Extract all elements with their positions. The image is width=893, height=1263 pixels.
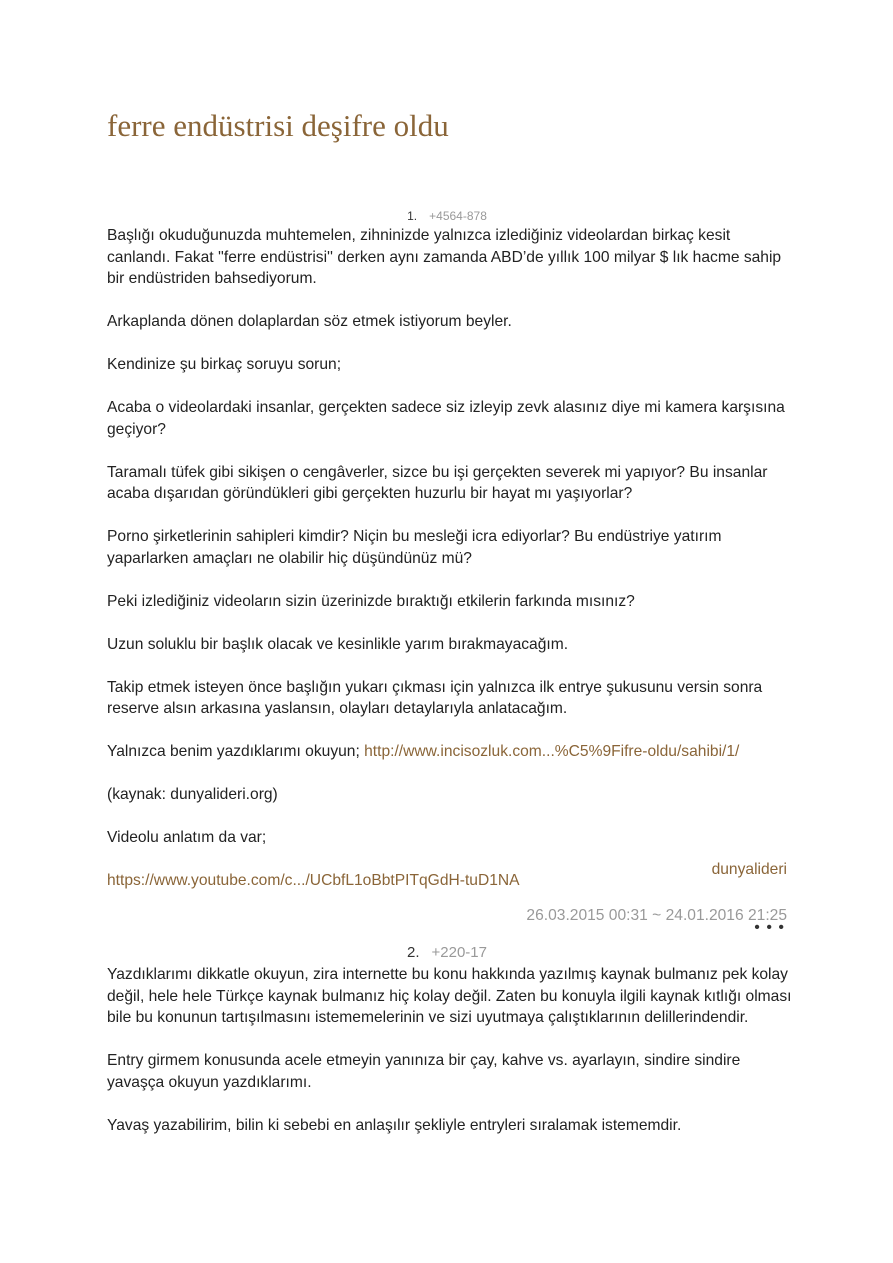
entry-date[interactable]: 26.03.2015 00:31 ~ 24.01.2016 21:25 [526,907,787,924]
entry-paragraph: Kendinize şu birkaç soruyu sorun; [107,356,342,373]
entry-paragraph: Uzun soluklu bir başlık olacak ve kesinlikle yarım bırakmayacağım. [107,635,569,653]
entry-paragraph: Yazdıklarımı dikkatle okuyun, zira internette bu konu hakkında yazılmış kaynak bulmanız pek kolay değil, hele hele Türkçe kaynak bulmanız hiç kolay değil. Zaten bu konuyla ilgili kaynak kıtlığı olması bile bu konunun tartışılmasını istememelerinin ve sizi uyutmaya çalıştıklarının delillerindendir. [107,966,792,1026]
entry-body [107,225,797,913]
entry-paragraph: Yavaş yazabilirim, bilin ki sebebi en anlaşılır şekliyle entryleri sıralamak istememdir. [107,1116,682,1134]
entry-paragraph: Videolu anlatım da var; [107,829,267,846]
source-link[interactable]: http://www.incisozluk.com...%C5%9Fifre-oldu/sahibi/1/ [364,743,740,760]
entry-paragraph: Taramalı tüfek gibi sikişen o cengâverler, sizce bu işi gerçekten severek mi yapıyor? Bu insanlar acaba dışarıdan göründükleri gibi gerçekten huzurlu bir hayat mı yaşıyorlar? [107,463,768,502]
entry-paragraph: Peki izlediğiniz videoların sizin üzerinizde bıraktığı etkilerin farkında mısınız? [107,592,635,610]
paragraph-text: Yalnızca benim yazdıklarımı okuyun; [107,743,365,760]
entry-header [107,944,787,962]
youtube-link[interactable]: https://www.youtube.com/c.../UCbfL1oBbtPITqGdH-tuD1NA [107,872,520,889]
vote-count[interactable]: +220-17 [431,944,487,961]
entry-paragraph [107,741,797,763]
entry-header [107,209,787,223]
entry-paragraph: Porno şirketlerinin sahipleri kimdir? Niçin bu mesleği icra ediyorlar? Bu endüstriye yatırım yaparlarken amaçları ne olabilir hiç düşündünüz mü? [107,528,722,567]
entry-paragraph: (kaynak: dunyalideri.org) [107,786,278,803]
entry-paragraph: Takip etmek isteyen önce başlığın yukarı çıkması için yalnızca ilk entrye şukusunu versin sonra reserve alsın arkasına yaslansın, olayları detaylarıyla anlatacağım. [107,678,763,717]
entry-number: 1. [407,209,418,223]
vote-count[interactable]: +4564-878 [429,209,487,223]
entry-paragraph: Arkaplanda dönen dolaplardan söz etmek istiyorum beyler. [107,313,512,330]
more-options-icon[interactable]: • • • [754,919,785,936]
page-title: ferre endüstrisi deşifre oldu [107,108,449,143]
entry-paragraph: Başlığı okuduğunuzda muhtemelen, zihninizde yalnızca izlediğiniz videolardan birkaç kesit canlandı. Fakat ''ferre endüstrisi'' derken aynı zamanda ABD’de yıllık 100 milyar $ lık hacme sahip bir endüstriden bahsediyorum. [107,227,782,287]
entry-body [107,964,797,1158]
entry-paragraph: Acaba o videolardaki insanlar, gerçekten sadece siz izleyip zevk alasınız diye mi kamera karşısına geçiyor? [107,399,785,438]
entry-paragraph: Entry girmem konusunda acele etmeyin yanınıza bir çay, kahve vs. ayarlayın, sindire sindire yavaşça okuyun yazdıklarımı. [107,1052,741,1091]
entry-author[interactable]: dunyalideri [711,861,787,878]
entry-number: 2. [407,944,420,961]
